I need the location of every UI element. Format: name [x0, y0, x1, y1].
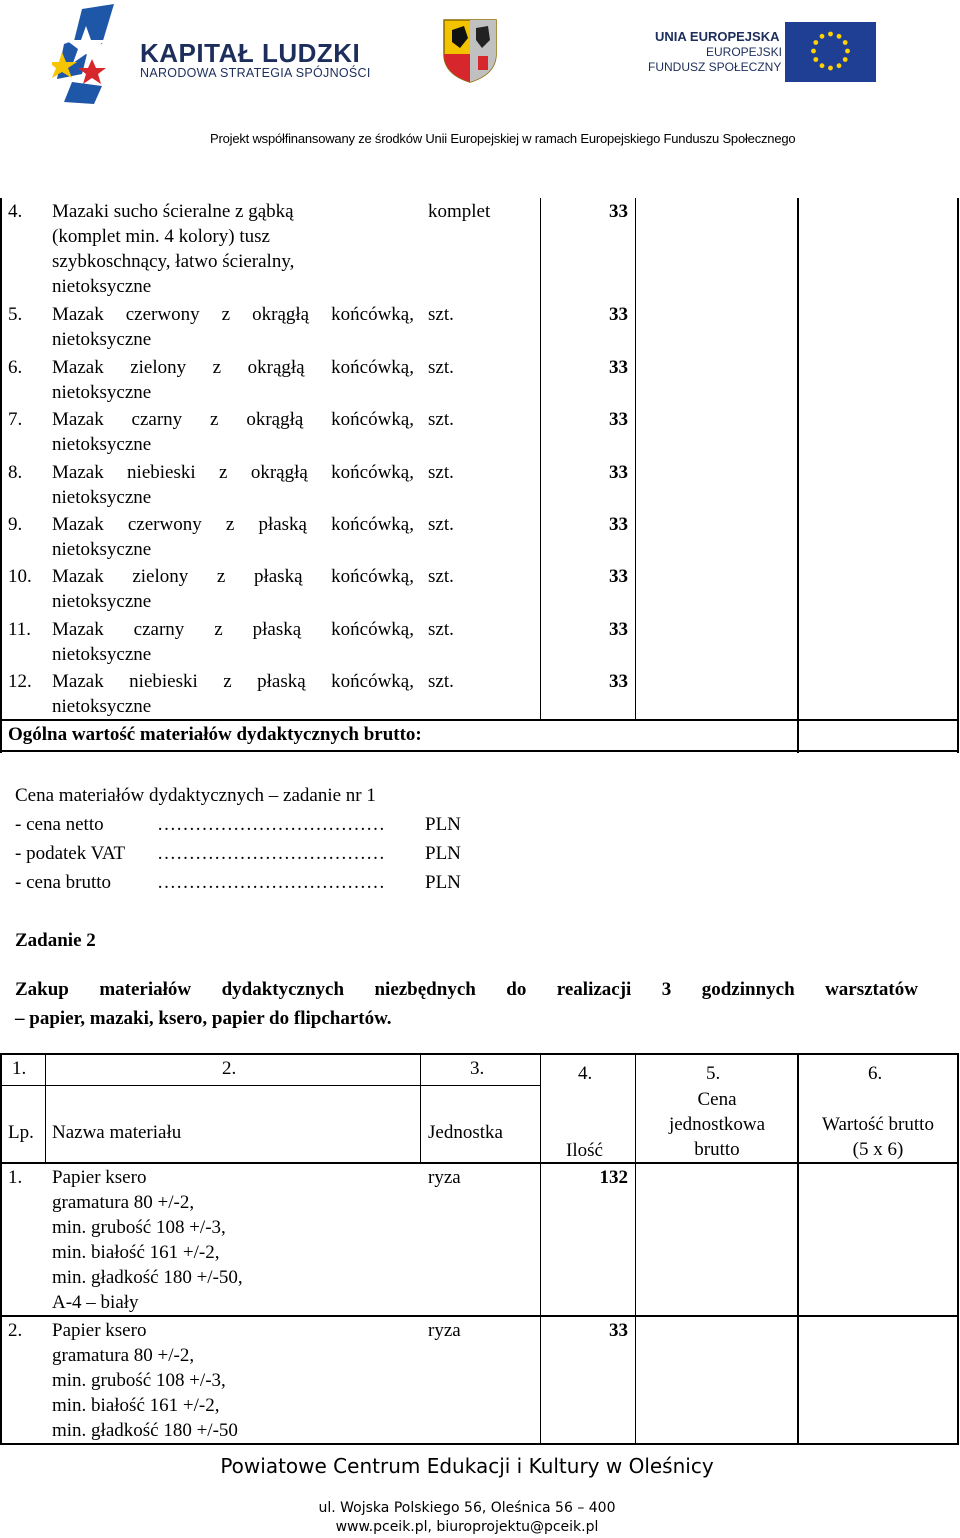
row-number: 10.	[8, 566, 32, 587]
item-unit: szt.	[428, 514, 454, 535]
price-summary-title: Cena materiałów dydaktycznych – zadanie nr 1	[15, 785, 376, 806]
row-number: 1.	[8, 1167, 23, 1188]
header-qty: Ilość	[566, 1140, 603, 1161]
item-name-cont: nietoksyczne	[52, 539, 152, 560]
project-cofinancing-note: Projekt współfinansowany ze środków Unii Europejskiej w ramach Europejskiego Funduszu Społecznego	[210, 131, 796, 146]
desc-word: warsztatów	[825, 979, 918, 1000]
item-name-cont: nietoksyczne	[52, 329, 152, 350]
item-name: Mazak czarny z płaską końcówką,	[52, 619, 414, 640]
netto-dots: ………………………………	[157, 814, 385, 835]
kapital-ludzki-subtitle: NARODOWA STRATEGIA SPÓJNOŚCI	[140, 66, 371, 80]
row-number: 5.	[8, 304, 23, 325]
item-name-line: szybkoschnący, łatwo ścieralny,	[52, 251, 295, 272]
column-number: 4.	[578, 1063, 593, 1084]
vat-currency: PLN	[425, 843, 461, 864]
brutto-currency: PLN	[425, 872, 461, 893]
row-number: 6.	[8, 357, 23, 378]
item-unit: ryza	[428, 1167, 461, 1188]
item-name-cont: nietoksyczne	[52, 644, 152, 665]
item-qty: 33	[609, 201, 628, 222]
item-name-line: Papier ksero	[52, 1320, 147, 1341]
header-price-line: brutto	[694, 1139, 740, 1160]
row-number: 2.	[8, 1320, 23, 1341]
item-unit: szt.	[428, 304, 454, 325]
kapital-ludzki-title: KAPITAŁ LUDZKI	[140, 38, 361, 68]
item-name-line: Papier ksero	[52, 1167, 147, 1188]
item-unit: ryza	[428, 1320, 461, 1341]
kapital-ludzki-emblem	[52, 4, 122, 104]
task-2-description-cont: – papier, mazaki, ksero, papier do flipchartów.	[15, 1008, 392, 1029]
column-number: 2.	[222, 1058, 237, 1079]
item-unit: szt.	[428, 462, 454, 483]
task-2-title: Zadanie 2	[15, 930, 96, 951]
vat-dots: ………………………………	[157, 843, 385, 864]
item-name-cont: nietoksyczne	[52, 696, 152, 717]
eu-flag-icon	[785, 22, 876, 82]
row-number: 7.	[8, 409, 23, 430]
header-lp: Lp.	[8, 1122, 34, 1143]
item-name-line: Mazaki sucho ścieralne z gąbką	[52, 201, 294, 222]
item-unit: szt.	[428, 619, 454, 640]
column-number: 1.	[12, 1058, 27, 1079]
item-name-cont: nietoksyczne	[52, 434, 152, 455]
item-name-line: min. grubość 108 +/-3,	[52, 1217, 226, 1238]
vat-label: - podatek VAT	[15, 843, 126, 864]
item-name-line: nietoksyczne	[52, 276, 152, 297]
column-number: 6.	[868, 1063, 883, 1084]
header-name: Nazwa materiału	[52, 1122, 182, 1143]
item-name: Mazak niebieski z płaską końcówką,	[52, 671, 414, 692]
item-unit: komplet	[428, 201, 491, 222]
row-number: 12.	[8, 671, 32, 692]
item-unit: szt.	[428, 671, 454, 692]
item-name-line: min. białość 161 +/-2,	[52, 1242, 220, 1263]
item-qty: 33	[609, 619, 628, 640]
item-unit: szt.	[428, 566, 454, 587]
header-price-line: Cena	[697, 1089, 737, 1110]
header-price-line: jednostkowa	[668, 1114, 766, 1135]
item-qty: 33	[609, 409, 628, 430]
item-name-line: min. grubość 108 +/-3,	[52, 1370, 226, 1391]
desc-word: dydaktycznych	[221, 979, 345, 1000]
item-name: Mazak zielony z okrągłą końcówką,	[52, 357, 414, 378]
header-value-line: Wartość brutto	[822, 1114, 934, 1135]
total-value-label: Ogólna wartość materiałów dydaktycznych brutto:	[8, 724, 422, 745]
item-qty: 33	[609, 1320, 628, 1341]
item-unit: szt.	[428, 409, 454, 430]
item-qty: 33	[609, 462, 628, 483]
item-unit: szt.	[428, 357, 454, 378]
desc-word: niezbędnych	[374, 979, 476, 1000]
header-value-line: (5 x 6)	[852, 1139, 904, 1160]
item-qty: 33	[609, 566, 628, 587]
item-qty: 132	[599, 1167, 628, 1188]
coat-of-arms-icon	[442, 18, 498, 84]
item-name-line: gramatura 80 +/-2,	[52, 1345, 195, 1366]
netto-currency: PLN	[425, 814, 461, 835]
item-qty: 33	[609, 514, 628, 535]
desc-word: godzinnych	[701, 979, 795, 1000]
item-qty: 33	[609, 671, 628, 692]
desc-word: do	[506, 979, 527, 1000]
eu-line-3: FUNDUSZ SPOŁECZNY	[648, 60, 782, 74]
row-number: 9.	[8, 514, 23, 535]
brutto-label: - cena brutto	[15, 872, 112, 893]
eu-line-2: EUROPEJSKI	[706, 45, 783, 59]
item-name: Mazak zielony z płaską końcówką,	[52, 566, 414, 587]
item-name: Mazak niebieski z okrągłą końcówką,	[52, 462, 414, 483]
item-name-line: gramatura 80 +/-2,	[52, 1192, 195, 1213]
row-number: 4.	[8, 201, 23, 222]
desc-word: realizacji	[556, 979, 632, 1000]
row-number: 11.	[8, 619, 32, 640]
item-name-cont: nietoksyczne	[52, 591, 152, 612]
footer-organization: Powiatowe Centrum Edukacji i Kultury w Oleśnicy	[220, 1454, 714, 1478]
item-name-line: A-4 – biały	[52, 1292, 139, 1313]
item-name-line: min. gładkość 180 +/-50,	[52, 1267, 243, 1288]
column-number: 5.	[706, 1063, 721, 1084]
item-qty: 33	[609, 304, 628, 325]
item-name: Mazak czerwony z płaską końcówką,	[52, 514, 414, 535]
brutto-dots: ………………………………	[157, 872, 385, 893]
row-number: 8.	[8, 462, 23, 483]
item-name: Mazak czarny z okrągłą końcówką,	[52, 409, 414, 430]
item-name-line: min. białość 161 +/-2,	[52, 1395, 220, 1416]
desc-word: materiałów	[99, 979, 192, 1000]
task-2-description	[15, 977, 918, 1002]
footer-address: ul. Wojska Polskiego 56, Oleśnica 56 – 400	[318, 1500, 616, 1516]
item-name: Mazak czerwony z okrągłą końcówką,	[52, 304, 414, 325]
item-name-line: min. gładkość 180 +/-50	[52, 1420, 238, 1441]
item-qty: 33	[609, 357, 628, 378]
netto-label: - cena netto	[15, 814, 104, 835]
desc-word: 3	[661, 979, 672, 1000]
eu-title: UNIA EUROPEJSKA	[655, 29, 780, 44]
item-name-line: (komplet min. 4 kolory) tusz	[52, 226, 270, 247]
footer-contact: www.pceik.pl, biuroprojektu@pceik.pl	[335, 1519, 599, 1535]
item-name-cont: nietoksyczne	[52, 487, 152, 508]
column-number: 3.	[470, 1058, 485, 1079]
desc-word: Zakup	[15, 979, 69, 1000]
header-unit: Jednostka	[428, 1122, 503, 1143]
item-name-cont: nietoksyczne	[52, 382, 152, 403]
